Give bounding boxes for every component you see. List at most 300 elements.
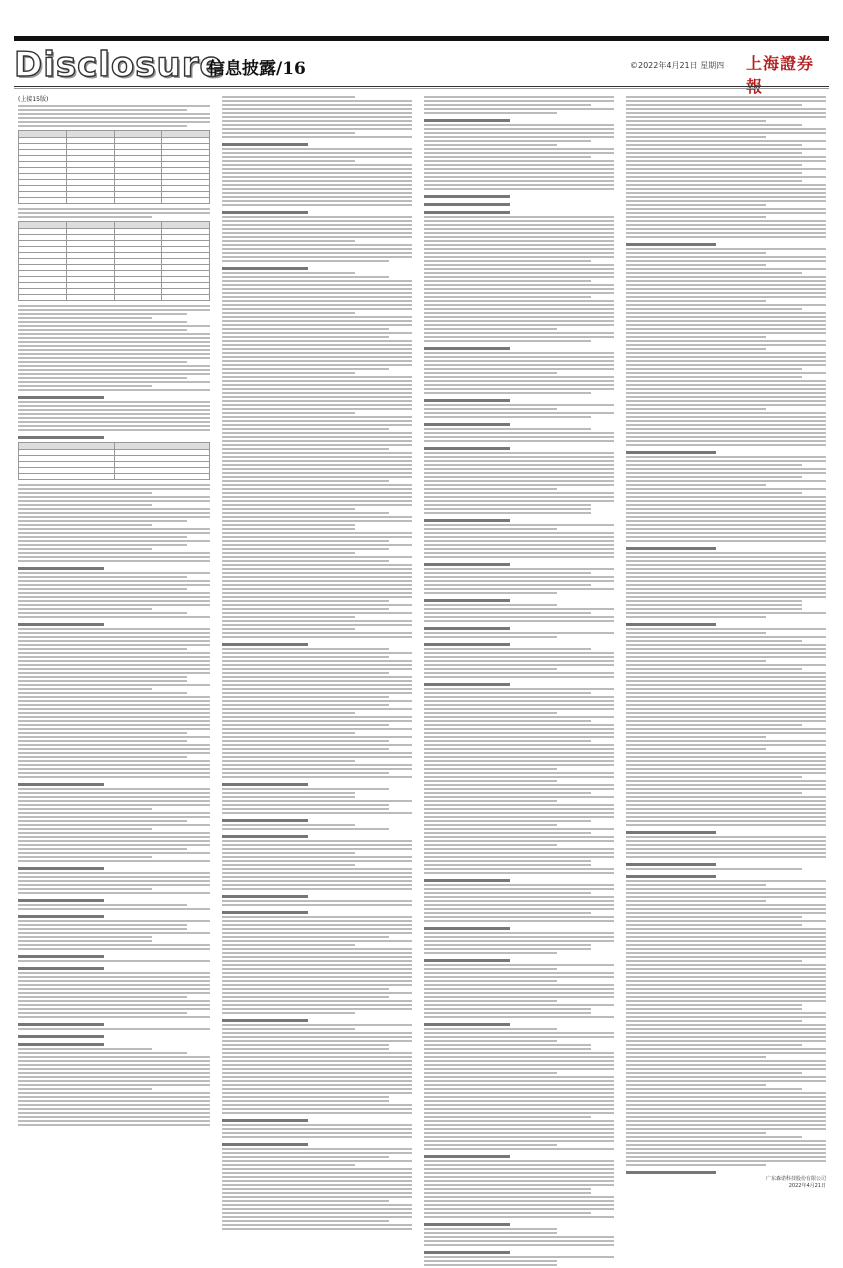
text-line bbox=[18, 728, 210, 730]
text-line bbox=[626, 1072, 802, 1074]
text-line bbox=[222, 1004, 412, 1006]
text-line bbox=[626, 1100, 826, 1102]
text-line bbox=[626, 592, 826, 594]
text-line bbox=[424, 1223, 510, 1226]
text-line bbox=[222, 628, 355, 630]
text-line bbox=[222, 120, 412, 122]
text-line bbox=[222, 568, 412, 570]
text-line bbox=[626, 1152, 826, 1154]
table-cell bbox=[19, 131, 67, 138]
text-line bbox=[424, 1155, 510, 1158]
text-line bbox=[222, 200, 412, 202]
text-line bbox=[626, 424, 826, 426]
text-line bbox=[222, 904, 412, 906]
text-line bbox=[626, 1092, 826, 1094]
text-line bbox=[424, 668, 557, 670]
text-line bbox=[424, 1208, 614, 1210]
text-line bbox=[18, 504, 152, 506]
text-line bbox=[222, 824, 355, 826]
text-line bbox=[222, 276, 389, 278]
text-line bbox=[18, 496, 210, 498]
text-line bbox=[626, 816, 826, 818]
text-line bbox=[18, 892, 210, 894]
text-line bbox=[626, 831, 716, 834]
text-line bbox=[626, 428, 826, 430]
text-line bbox=[424, 728, 614, 730]
text-line bbox=[626, 132, 826, 134]
text-line bbox=[626, 780, 826, 782]
text-line bbox=[424, 460, 614, 462]
text-line bbox=[18, 1004, 210, 1006]
text-line bbox=[626, 976, 826, 978]
text-line bbox=[18, 377, 187, 379]
text-line bbox=[222, 260, 389, 262]
text-line bbox=[18, 1124, 210, 1126]
table-cell bbox=[162, 222, 210, 229]
text-line bbox=[424, 1236, 614, 1238]
masthead-top-rule bbox=[14, 36, 829, 41]
text-line bbox=[626, 456, 826, 458]
text-line bbox=[424, 916, 614, 918]
text-line bbox=[424, 1160, 614, 1162]
text-line bbox=[424, 540, 614, 542]
text-line bbox=[424, 140, 591, 142]
text-line bbox=[626, 1112, 826, 1114]
text-line bbox=[424, 972, 614, 974]
text-line bbox=[424, 760, 614, 762]
text-line bbox=[424, 1240, 614, 1242]
text-line bbox=[222, 944, 355, 946]
text-line bbox=[222, 416, 412, 418]
text-line bbox=[424, 272, 614, 274]
text-line bbox=[18, 692, 187, 694]
text-line bbox=[424, 868, 614, 870]
text-line bbox=[626, 451, 716, 454]
text-line bbox=[424, 312, 614, 314]
text-line bbox=[18, 396, 104, 399]
text-line bbox=[18, 381, 210, 383]
text-line bbox=[18, 688, 152, 690]
text-line bbox=[222, 180, 412, 182]
text-line bbox=[222, 1180, 412, 1182]
text-line bbox=[424, 764, 614, 766]
text-line bbox=[222, 352, 412, 354]
text-line bbox=[424, 1096, 614, 1098]
text-line bbox=[424, 316, 614, 318]
text-line bbox=[18, 776, 210, 778]
text-line bbox=[18, 552, 210, 554]
text-line bbox=[626, 436, 826, 438]
text-line bbox=[222, 236, 412, 238]
text-line bbox=[18, 888, 152, 890]
text-line bbox=[424, 1172, 614, 1174]
text-line bbox=[222, 880, 412, 882]
text-line bbox=[424, 1068, 614, 1070]
text-line bbox=[424, 744, 614, 746]
text-line bbox=[222, 136, 412, 138]
text-line bbox=[424, 1244, 614, 1246]
text-line bbox=[18, 684, 210, 686]
text-line bbox=[424, 220, 614, 222]
text-line bbox=[424, 676, 614, 678]
text-line bbox=[424, 320, 614, 322]
text-line bbox=[424, 1056, 614, 1058]
text-line bbox=[626, 708, 826, 710]
text-line bbox=[424, 172, 614, 174]
text-line bbox=[424, 704, 614, 706]
text-line bbox=[424, 1132, 614, 1134]
text-line bbox=[222, 828, 389, 830]
text-line bbox=[424, 188, 614, 190]
text-line bbox=[626, 1108, 826, 1110]
text-line bbox=[18, 676, 187, 678]
text-line bbox=[424, 119, 510, 122]
financial-table-2 bbox=[18, 221, 210, 301]
text-line bbox=[424, 1192, 591, 1194]
text-line bbox=[222, 444, 412, 446]
column-text-block bbox=[626, 96, 826, 1174]
text-line bbox=[626, 504, 826, 506]
text-line bbox=[222, 736, 412, 738]
text-line bbox=[626, 868, 802, 870]
text-line bbox=[222, 1032, 412, 1034]
text-line bbox=[222, 564, 412, 566]
text-line bbox=[424, 144, 557, 146]
text-line bbox=[626, 1044, 802, 1046]
text-line bbox=[626, 1052, 826, 1054]
text-line bbox=[222, 948, 412, 950]
text-line bbox=[222, 940, 412, 942]
text-line bbox=[424, 464, 614, 466]
text-line bbox=[222, 1080, 412, 1082]
text-line bbox=[424, 456, 614, 458]
text-line bbox=[18, 528, 210, 530]
text-line bbox=[222, 408, 412, 410]
text-line bbox=[222, 1112, 412, 1114]
text-line bbox=[626, 384, 826, 386]
text-line bbox=[222, 1224, 412, 1226]
text-line bbox=[222, 532, 412, 534]
text-line bbox=[222, 1128, 412, 1130]
text-line bbox=[18, 1088, 152, 1090]
text-line bbox=[18, 1008, 210, 1010]
text-line bbox=[626, 1028, 826, 1030]
text-line bbox=[222, 1212, 412, 1214]
text-line bbox=[222, 384, 412, 386]
text-line bbox=[18, 1092, 210, 1094]
text-line bbox=[222, 740, 389, 742]
column-text-block bbox=[18, 305, 210, 439]
text-line bbox=[222, 472, 412, 474]
text-line bbox=[222, 748, 389, 750]
text-line bbox=[626, 492, 802, 494]
text-line bbox=[222, 936, 389, 938]
text-line bbox=[626, 644, 826, 646]
text-line bbox=[222, 720, 412, 722]
text-line bbox=[626, 980, 826, 982]
text-line bbox=[222, 632, 412, 634]
text-line bbox=[424, 1108, 614, 1110]
text-line bbox=[18, 373, 210, 375]
text-line bbox=[222, 1096, 389, 1098]
text-line bbox=[424, 392, 591, 394]
text-line bbox=[222, 348, 412, 350]
text-line bbox=[18, 121, 210, 123]
text-line bbox=[18, 644, 210, 646]
text-line bbox=[222, 600, 389, 602]
text-line bbox=[424, 632, 614, 634]
text-line bbox=[424, 1088, 614, 1090]
text-line bbox=[424, 1144, 557, 1146]
text-line bbox=[424, 804, 614, 806]
text-line bbox=[626, 140, 826, 142]
text-line bbox=[222, 464, 412, 466]
text-line bbox=[222, 148, 412, 150]
text-line bbox=[626, 764, 826, 766]
text-line bbox=[18, 640, 210, 642]
text-line bbox=[222, 612, 412, 614]
text-line bbox=[424, 708, 614, 710]
text-line bbox=[626, 496, 826, 498]
text-line bbox=[222, 496, 412, 498]
text-line bbox=[424, 356, 614, 358]
text-line bbox=[424, 500, 614, 502]
text-line bbox=[222, 996, 389, 998]
text-line bbox=[626, 1104, 826, 1106]
text-line bbox=[222, 1076, 412, 1078]
text-line bbox=[424, 324, 614, 326]
text-line bbox=[222, 272, 355, 274]
text-line bbox=[626, 736, 766, 738]
text-line bbox=[424, 384, 614, 386]
text-line bbox=[424, 104, 591, 106]
text-line bbox=[626, 964, 826, 966]
text-line bbox=[222, 911, 308, 914]
text-line bbox=[18, 1048, 152, 1050]
text-line bbox=[18, 305, 210, 307]
text-line bbox=[18, 524, 152, 526]
text-line bbox=[222, 420, 412, 422]
table-cell bbox=[114, 443, 210, 450]
text-line bbox=[626, 1116, 826, 1118]
text-line bbox=[626, 156, 826, 158]
text-line bbox=[626, 1040, 826, 1042]
text-line bbox=[222, 436, 412, 438]
text-line bbox=[18, 704, 210, 706]
text-line bbox=[222, 556, 412, 558]
text-line bbox=[626, 472, 826, 474]
text-line bbox=[424, 788, 614, 790]
text-line bbox=[222, 608, 389, 610]
text-line bbox=[18, 740, 187, 742]
text-line bbox=[18, 1068, 210, 1070]
text-line bbox=[626, 700, 826, 702]
text-line bbox=[222, 616, 355, 618]
text-line bbox=[222, 692, 412, 694]
table-cell bbox=[66, 198, 114, 204]
text-line bbox=[222, 192, 412, 194]
text-line bbox=[626, 1020, 802, 1022]
text-line bbox=[222, 676, 412, 678]
text-line bbox=[424, 288, 614, 290]
text-line bbox=[18, 828, 152, 830]
text-line bbox=[424, 568, 614, 570]
text-line bbox=[424, 552, 614, 554]
text-line bbox=[626, 888, 826, 890]
text-line bbox=[18, 899, 104, 902]
text-line bbox=[18, 540, 210, 542]
text-line bbox=[626, 932, 826, 934]
text-line bbox=[424, 332, 614, 334]
text-line bbox=[18, 425, 210, 427]
text-line bbox=[626, 863, 716, 866]
text-line bbox=[18, 992, 210, 994]
text-line bbox=[424, 328, 557, 330]
text-line bbox=[424, 1164, 614, 1166]
text-line bbox=[18, 628, 210, 630]
text-line bbox=[222, 960, 412, 962]
text-line bbox=[626, 688, 826, 690]
text-line bbox=[626, 256, 826, 258]
text-line bbox=[18, 401, 210, 403]
text-line bbox=[424, 152, 614, 154]
text-line bbox=[424, 1204, 614, 1206]
text-line bbox=[222, 1052, 412, 1054]
continued-marker: (上接15版) bbox=[18, 96, 49, 103]
text-line bbox=[222, 211, 308, 214]
table-cell bbox=[114, 474, 210, 480]
text-line bbox=[18, 612, 187, 614]
text-line bbox=[424, 836, 614, 838]
text-line bbox=[222, 808, 389, 810]
text-line bbox=[626, 776, 802, 778]
text-line bbox=[626, 623, 716, 626]
text-line bbox=[424, 399, 510, 402]
text-line bbox=[18, 764, 210, 766]
text-line bbox=[626, 684, 826, 686]
text-line bbox=[626, 512, 826, 514]
text-line bbox=[424, 308, 614, 310]
text-line bbox=[18, 329, 187, 331]
text-line bbox=[626, 656, 826, 658]
text-line bbox=[18, 409, 210, 411]
text-line bbox=[424, 627, 510, 630]
text-line bbox=[626, 348, 766, 350]
text-line bbox=[626, 388, 826, 390]
text-line bbox=[222, 788, 389, 790]
text-line bbox=[424, 852, 614, 854]
text-line bbox=[18, 732, 187, 734]
text-line bbox=[222, 952, 412, 954]
text-line bbox=[626, 116, 826, 118]
text-column-2 bbox=[222, 96, 412, 1232]
text-line bbox=[626, 1048, 826, 1050]
text-line bbox=[424, 1060, 614, 1062]
text-line bbox=[222, 732, 355, 734]
text-line bbox=[18, 588, 187, 590]
text-line bbox=[18, 125, 187, 127]
text-line bbox=[424, 388, 614, 390]
text-line bbox=[222, 652, 412, 654]
text-line bbox=[424, 652, 614, 654]
text-line bbox=[424, 1264, 557, 1266]
text-line bbox=[18, 592, 210, 594]
text-line bbox=[626, 484, 766, 486]
text-line bbox=[18, 948, 210, 950]
text-line bbox=[222, 928, 412, 930]
text-line bbox=[18, 1120, 210, 1122]
text-line bbox=[626, 540, 826, 542]
text-column-3 bbox=[424, 96, 614, 1268]
text-line bbox=[424, 952, 557, 954]
text-line bbox=[222, 1084, 412, 1086]
text-line bbox=[626, 728, 826, 730]
text-line bbox=[424, 900, 614, 902]
text-line bbox=[424, 1076, 614, 1078]
text-line bbox=[18, 1043, 104, 1046]
header-rule-thin bbox=[14, 88, 829, 89]
text-line bbox=[222, 232, 412, 234]
text-line bbox=[424, 428, 591, 430]
text-line bbox=[222, 988, 389, 990]
text-line bbox=[424, 1184, 614, 1186]
text-line bbox=[424, 996, 614, 998]
text-line bbox=[424, 248, 614, 250]
text-line bbox=[222, 400, 412, 402]
text-line bbox=[626, 596, 826, 598]
text-line bbox=[626, 220, 826, 222]
text-line bbox=[424, 1128, 614, 1130]
text-line bbox=[222, 1028, 355, 1030]
table-cell bbox=[19, 295, 67, 301]
text-line bbox=[18, 712, 210, 714]
table-cell bbox=[114, 295, 162, 301]
text-line bbox=[18, 385, 152, 387]
text-line bbox=[424, 216, 614, 218]
text-line bbox=[424, 124, 614, 126]
table-cell bbox=[114, 222, 162, 229]
text-line bbox=[626, 216, 766, 218]
text-line bbox=[18, 648, 187, 650]
text-line bbox=[222, 108, 412, 110]
text-line bbox=[424, 1212, 591, 1214]
text-line bbox=[626, 580, 826, 582]
text-line bbox=[18, 708, 210, 710]
text-line bbox=[222, 376, 412, 378]
text-line bbox=[424, 844, 557, 846]
text-line bbox=[222, 112, 412, 114]
text-line bbox=[626, 724, 802, 726]
text-line bbox=[18, 1096, 210, 1098]
text-line bbox=[626, 536, 826, 538]
text-line bbox=[626, 1016, 826, 1018]
text-line bbox=[222, 728, 412, 730]
text-line bbox=[424, 580, 614, 582]
text-line bbox=[18, 876, 210, 878]
text-line bbox=[626, 1032, 826, 1034]
text-line bbox=[18, 544, 187, 546]
text-line bbox=[626, 612, 826, 614]
text-line bbox=[626, 796, 826, 798]
text-line bbox=[18, 1012, 187, 1014]
text-line bbox=[626, 844, 826, 846]
text-line bbox=[626, 1128, 826, 1130]
text-line bbox=[626, 176, 826, 178]
text-line bbox=[222, 1036, 412, 1038]
text-line bbox=[424, 816, 614, 818]
table-cell bbox=[19, 474, 115, 480]
text-line bbox=[424, 232, 614, 234]
